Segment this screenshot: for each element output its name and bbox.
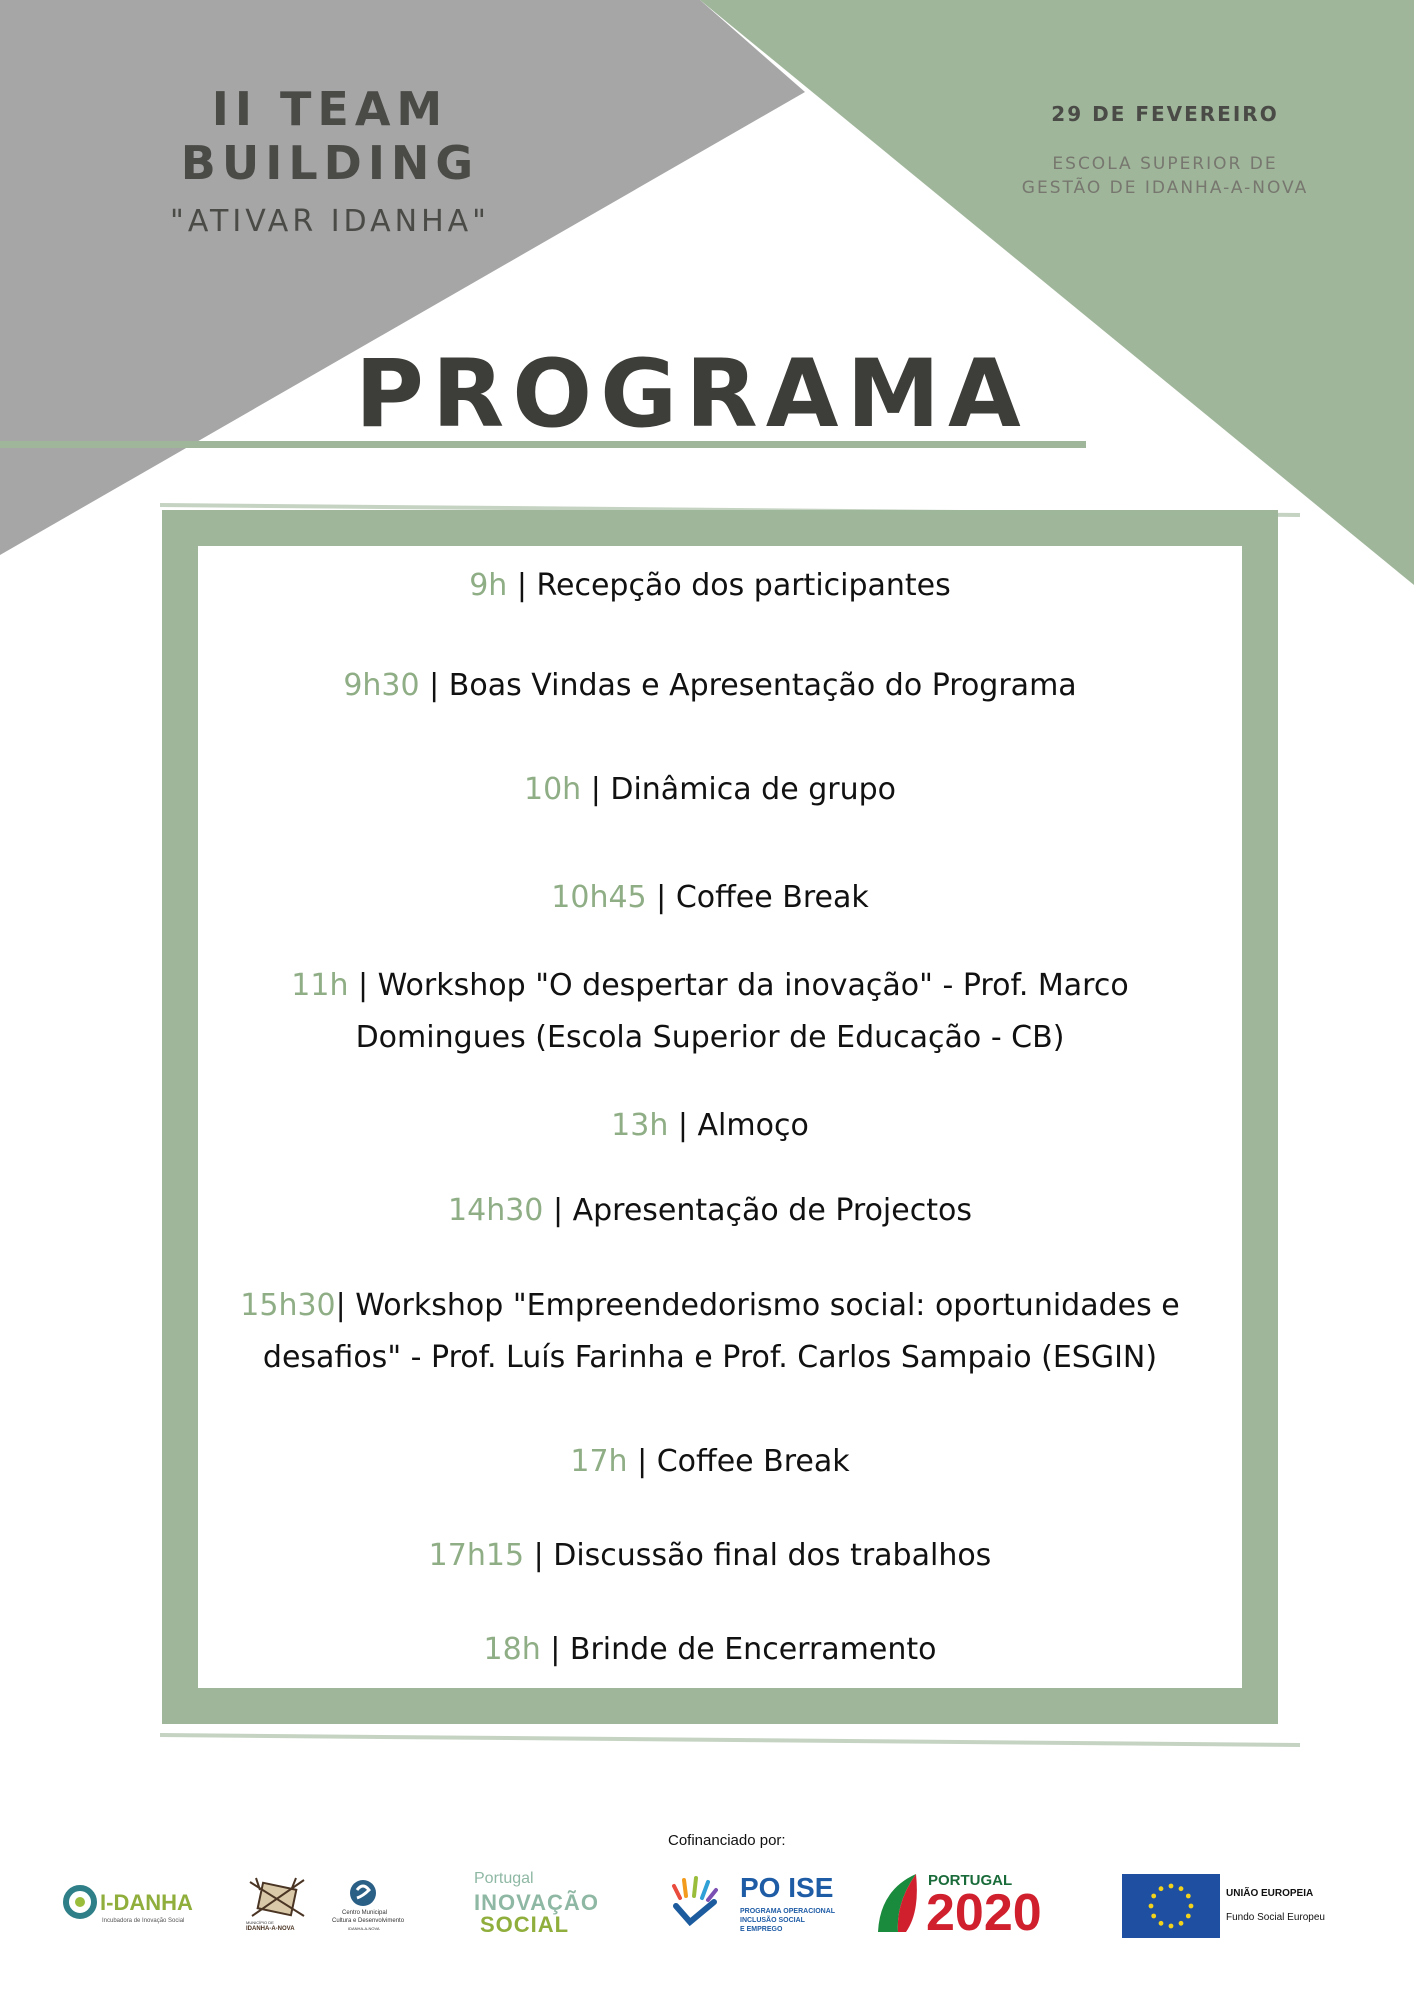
poise-logo-line2: INCLUSÃO SOCIAL [740,1917,805,1924]
schedule-activity: Workshop "Empreendedorismo social: oportunidades e [355,1288,1180,1323]
municipio-logo-name: IDANHA-A-NOVA [246,1926,295,1932]
event-venue [985,152,1345,200]
schedule-separator: | [335,1288,356,1323]
idanha-logo-name: I-DANHA [100,1890,193,1915]
schedule-item [205,1530,1215,1582]
eu-star [1159,1886,1164,1891]
schedule-activity: Coffee Break [656,1444,850,1479]
schedule-item [205,872,1215,924]
eu-star [1189,1904,1194,1909]
schedule-time: 10h45 [551,880,647,915]
venue-line-2: GESTÃO DE IDANHA-A-NOVA [1021,178,1309,198]
schedule-activity: Coffee Break [675,880,869,915]
idanha-logo-tagline: Incubadora de Inovação Social [102,1918,185,1924]
schedule-item [205,960,1215,1064]
centro-swirl-icon [348,1878,378,1908]
cofinanced-label: Cofinanciado por: [668,1832,786,1849]
schedule-item [205,1185,1215,1237]
eu-star [1179,1921,1184,1926]
eu-star [1151,1894,1156,1899]
schedule-time: 17h15 [428,1538,525,1573]
schedule-activity-continued: Domingues (Escola Superior de Educação - CB) [355,1020,1065,1055]
schedule-separator: | [507,568,537,603]
municipio-logo-prefix: MUNICÍPIO DE [246,1920,274,1925]
event-subtitle: "ATIVAR IDANHA" [170,204,490,239]
schedule-item [205,1624,1215,1676]
pis-logo-line3: SOCIAL [480,1912,570,1937]
schedule-activity: Boas Vindas e Apresentação do Programa [448,668,1077,703]
idanha-logo [62,1878,230,1936]
schedule-item [205,560,1215,612]
schedule-activity: Discussão final dos trabalhos [553,1538,992,1573]
eu-star [1179,1886,1184,1891]
eu-star [1186,1894,1191,1899]
schedule-item [205,1436,1215,1488]
schedule-item [205,764,1215,816]
schedule-activity: Brinde de Encerramento [569,1632,937,1667]
poise-logo-name: PO ISE [740,1872,834,1903]
schedule-time: 15h30 [240,1288,336,1323]
schedule-time: 17h [570,1444,628,1479]
poise-logo [666,1872,852,1938]
centro-municipal-logo [332,1878,410,1936]
schedule-separator: | [668,1108,698,1143]
schedule-separator: | [646,880,676,915]
event-title: II TEAM BUILDING [180,82,480,190]
event-date: 29 DE FEVEREIRO [1051,102,1279,126]
poise-logo-line3: E EMPREGO [740,1926,783,1933]
poise-logo-line1: PROGRAMA OPERACIONAL [740,1908,836,1915]
schedule-separator: | [543,1193,573,1228]
eu-star [1151,1914,1156,1919]
eu-logo [1122,1874,1346,1940]
eu-star [1186,1914,1191,1919]
green-triangle [700,0,1414,585]
municipio-emblem-icon [246,1876,308,1920]
schedule-separator: | [348,968,378,1003]
schedule-separator: | [581,772,611,807]
portugal-inovacao-social-logo [474,1870,614,1942]
municipio-logo [246,1876,312,1936]
schedule-activity: Workshop "O despertar da inovação" - Prof. Marco [377,968,1129,1003]
p2020-logo-line1: PORTUGAL [928,1872,1013,1889]
pis-logo-line2: INOVAÇÃO [474,1890,599,1915]
eu-star [1149,1904,1154,1909]
schedule-item [205,660,1215,712]
centro-logo-line1: Centro Municipal [342,1910,388,1916]
eu-logo-line2: Fundo Social Europeu [1226,1912,1325,1923]
schedule-activity-continued: desafios" - Prof. Luís Farinha e Prof. Carlos Sampaio (ESGIN) [262,1340,1158,1375]
schedule-time: 9h30 [343,668,420,703]
schedule-time: 13h [611,1108,669,1143]
centro-logo-line2: Cultura e Desenvolvimento [332,1918,405,1924]
programa-title: PROGRAMA [355,340,1029,449]
centro-logo-line3: IDANHA-A-NOVA [348,1926,380,1931]
eu-star [1159,1921,1164,1926]
p2020-logo-line2: 2020 [926,1884,1042,1942]
schedule-separator: | [540,1632,570,1667]
schedule-item [205,1100,1215,1152]
eu-logo-line1: UNIÃO EUROPEIA [1226,1888,1314,1899]
schedule-activity: Recepção dos participantes [536,568,951,603]
event-info [985,102,1345,200]
eu-star [1169,1924,1174,1929]
schedule-time: 18h [483,1632,541,1667]
idanha-mark-icon [62,1882,98,1922]
schedule-separator: | [627,1444,657,1479]
venue-line-1: ESCOLA SUPERIOR DE [1052,154,1278,174]
schedule-time: 10h [523,772,582,807]
event-title-block [100,82,560,239]
schedule-separator: | [524,1538,554,1573]
schedule-activity: Apresentação de Projectos [572,1193,972,1228]
pis-logo-line1: Portugal [474,1870,534,1887]
schedule-time: 14h30 [448,1193,544,1228]
portugal-2020-flag-icon [876,1872,920,1934]
schedule-activity: Dinâmica de grupo [610,772,896,807]
eu-star [1169,1884,1174,1889]
schedule-time: 9h [469,568,508,603]
schedule-item [205,1280,1215,1384]
schedule-time: 11h [291,968,349,1003]
portugal-2020-logo [876,1872,1088,1942]
schedule-separator: | [419,668,449,703]
schedule-activity: Almoço [697,1108,809,1143]
poise-hands-icon [666,1872,722,1932]
eu-flag-icon [1122,1874,1220,1938]
